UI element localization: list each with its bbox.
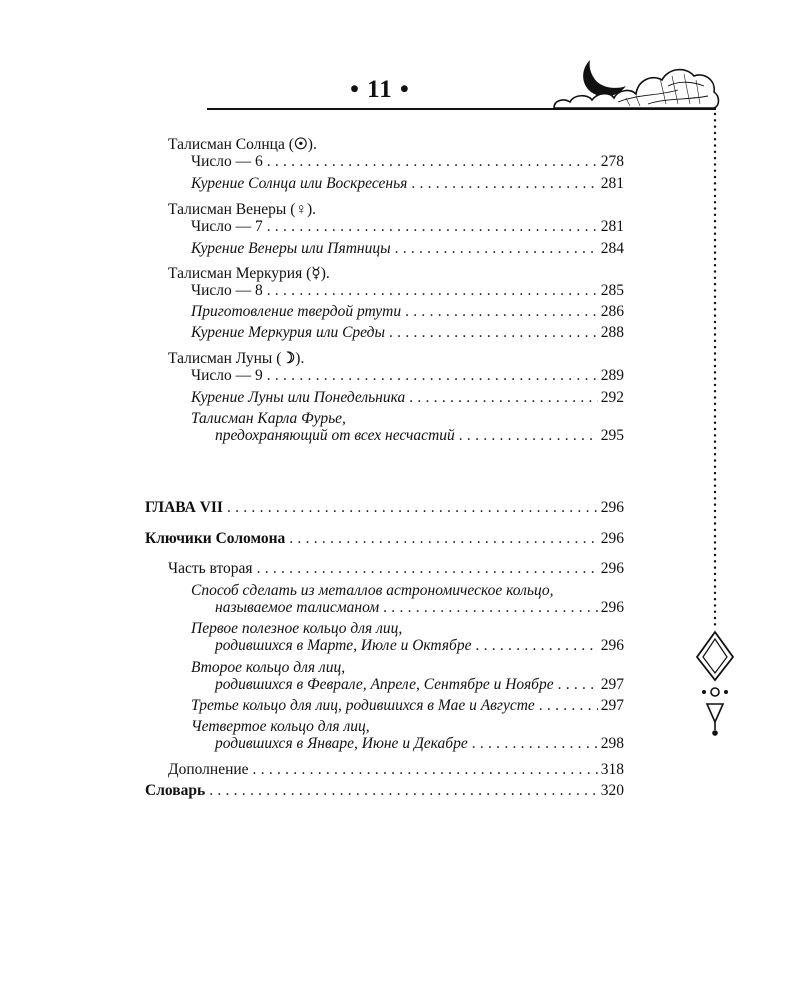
toc-entry-label: Словарь: [145, 782, 206, 799]
toc-entry-label: предохраняющий от всех несчастий: [215, 427, 455, 444]
toc-entry-ring4[interactable]: [215, 734, 624, 754]
toc-entry-page: 281: [600, 175, 624, 192]
toc-entry-ring1-line1[interactable]: Первое полезное кольцо для лиц,: [191, 620, 403, 637]
sun-symbol-icon: ☉: [293, 136, 308, 153]
toc-entry-ring2[interactable]: [215, 675, 624, 695]
toc-entry-page: 296: [600, 530, 624, 547]
toc-entry-ring4-line1[interactable]: Четвертое кольцо для лиц,: [191, 718, 370, 735]
toc-entry-page: 296: [600, 499, 624, 516]
toc-moon-title-close: ).: [295, 350, 305, 367]
venus-symbol-icon: ♀: [295, 201, 307, 218]
toc-entry-label: родившихся в Феврале, Апреле, Сентябре и Ноябре: [215, 676, 554, 693]
toc-entry-page: 298: [600, 735, 624, 752]
toc-entry-page: 295: [600, 427, 624, 444]
toc-entry-chapter7[interactable]: [145, 498, 624, 518]
toc-entry-mercury-number[interactable]: [191, 281, 624, 301]
toc-entry-label: Число — 7: [191, 218, 263, 235]
leader-dots: [558, 675, 598, 695]
toc-entry-sun-number[interactable]: [191, 152, 624, 172]
toc-entry-fourier[interactable]: [215, 426, 624, 446]
toc-entry-page: 320: [600, 782, 624, 799]
toc-entry-page: 286: [600, 303, 624, 320]
leader-dots: [267, 152, 598, 172]
leader-dots: [409, 388, 598, 408]
toc-entry-label: родившихся в Марте, Июле и Октябре: [215, 637, 472, 654]
toc-entry-label: Число — 9: [191, 367, 263, 384]
leader-dots: [227, 498, 598, 518]
toc-moon-title-text: Талисман Луны (: [168, 350, 282, 367]
leader-dots: [289, 529, 597, 549]
toc-entry-page: 278: [600, 153, 624, 170]
toc-entry-page: 284: [600, 240, 624, 257]
leader-dots: [539, 696, 598, 716]
toc-entry-ring1[interactable]: [215, 636, 624, 656]
moon-symbol-icon: ☽: [281, 350, 296, 367]
toc-mercury-title-close: ).: [320, 265, 330, 282]
toc-entry-ring-method-line1[interactable]: Способ сделать из металлов астрономическое кольцо,: [191, 582, 554, 599]
toc-sun-title-close: ).: [307, 136, 317, 153]
toc-entry-ring-method[interactable]: [215, 598, 624, 618]
toc-entry-appendix[interactable]: [168, 760, 624, 780]
toc-entry-page: 292: [600, 389, 624, 406]
toc-entry-ring3[interactable]: [191, 696, 624, 716]
toc-entry-moon-number[interactable]: [191, 366, 624, 386]
toc-entry-page: 288: [600, 324, 624, 341]
toc-entry-page: 281: [600, 218, 624, 235]
leader-dots: [459, 426, 598, 446]
leader-dots: [267, 281, 598, 301]
page-number: • 11 •: [350, 76, 410, 103]
toc-entry-label: Число — 8: [191, 282, 263, 299]
toc-entry-label: Курение Венеры или Пятницы: [191, 240, 391, 257]
leader-dots: [472, 734, 598, 754]
toc-entry-label: называемое талисманом: [215, 599, 380, 616]
leader-dots: [475, 636, 597, 656]
toc-entry-label: Число — 6: [191, 153, 263, 170]
mercury-symbol-icon: ☿: [311, 265, 321, 282]
toc-sun-title-text: Талисман Солнца (: [168, 136, 294, 153]
toc-entry-page: 285: [600, 282, 624, 299]
toc-entry-label: Курение Луны или Понедельника: [191, 389, 406, 406]
toc-venus-title-text: Талисман Венеры (: [168, 201, 296, 218]
toc-entry-label: Ключики Соломона: [145, 530, 286, 547]
toc-entry-label: Курение Солнца или Воскресенья: [191, 175, 408, 192]
leader-dots: [267, 366, 598, 386]
leader-dots: [253, 760, 598, 780]
toc-entry-part2[interactable]: [168, 559, 624, 579]
toc-entry-fourier-line1[interactable]: Талисман Карла Фурье,: [191, 410, 346, 427]
toc-entry-moon-incense[interactable]: [191, 388, 624, 408]
toc-entry-page: 289: [600, 367, 624, 384]
toc-entry-label: Приготовление твердой ртути: [191, 303, 402, 320]
leader-dots: [383, 598, 598, 618]
toc-entry-venus-incense[interactable]: [191, 239, 624, 259]
toc-entry-ring2-line1[interactable]: Второе кольцо для лиц,: [191, 659, 346, 676]
toc-entry-label: родившихся в Январе, Июне и Декабре: [215, 735, 468, 752]
toc-entry-dictionary[interactable]: [145, 781, 624, 801]
toc-entry-label: Курение Меркурия или Среды: [191, 324, 386, 341]
toc-entry-label: ГЛАВА VII: [145, 499, 223, 516]
toc-entry-page: 296: [600, 599, 624, 616]
toc-entry-mercury-incense[interactable]: [191, 323, 624, 343]
toc-entry-mercury-prep[interactable]: [191, 302, 624, 322]
leader-dots: [389, 323, 598, 343]
toc-entry-page: 318: [600, 761, 624, 778]
toc-entry-page: 296: [600, 560, 624, 577]
leader-dots: [411, 174, 597, 194]
toc-entry-page: 296: [600, 637, 624, 654]
leader-dots: [405, 302, 598, 322]
leader-dots: [395, 239, 598, 259]
leader-dots: [257, 559, 598, 579]
toc-entry-page: 297: [600, 676, 624, 693]
leader-dots: [267, 217, 598, 237]
toc-entry-page: 297: [600, 697, 624, 714]
toc-entry-label: Третье кольцо для лиц, родившихся в Мае и Августе: [191, 697, 535, 714]
toc-entry-sun-incense[interactable]: [191, 174, 624, 194]
leader-dots: [209, 781, 598, 801]
toc-venus-title-close: ).: [306, 201, 317, 218]
toc-entry-label: Часть вторая: [168, 560, 253, 577]
toc-entry-label: Дополнение: [168, 761, 249, 778]
toc-entry-solomon-keys[interactable]: [145, 529, 624, 549]
toc-mercury-title-text: Талисман Меркурия (: [168, 265, 312, 282]
toc-entry-venus-number[interactable]: [191, 217, 624, 237]
